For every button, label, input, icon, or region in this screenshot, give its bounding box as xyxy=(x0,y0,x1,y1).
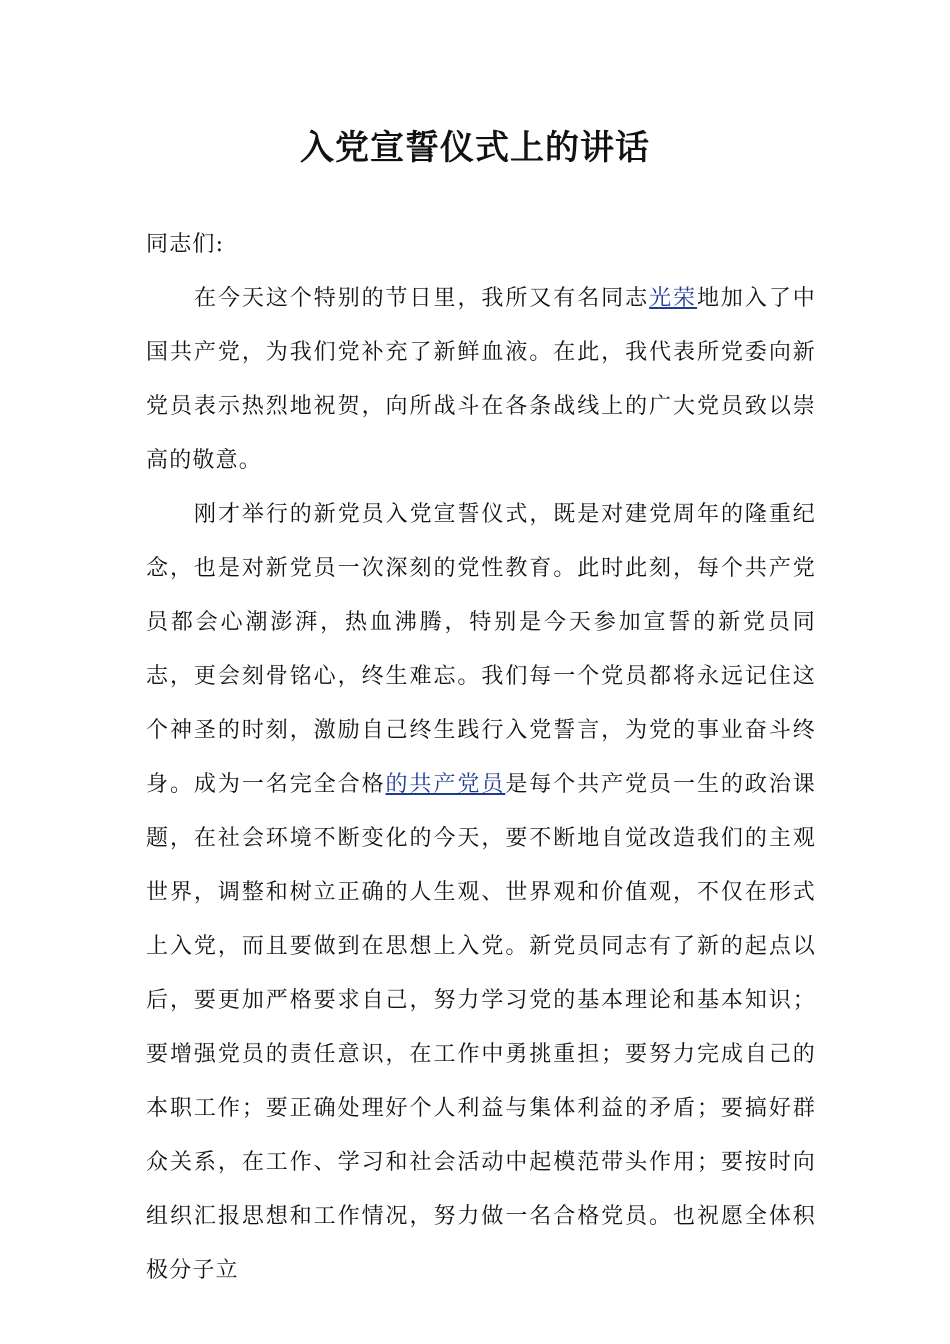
paragraph-2 xyxy=(146,488,816,1298)
paragraph-1-text-end: 地加入了中国共产党，为我们党补充了新鲜血液。在此，我代表所党委向新党员表示热烈地祝贺，向所战斗在各条战线上的广大党员致以崇高的敬意。 xyxy=(146,286,816,473)
salutation: 同志们: xyxy=(146,232,225,257)
paragraph-2-text-end: 是每个共产党员一生的政治课题，在社会环境不断变化的今天，要不断地自觉改造我们的主观世界，调整和树立正确的人生观、世界观和价值观，不仅在形式上入党，而且要做到在思想上入党。新党员同志有了新的起点以后，要更加严格要求自己，努力学习党的基本理论和基本知识；要增强党员的责任意识，在工作中勇挑重担；要努力完成自己的本职工作；要正确处理好个人利益与集体利益的矛盾；要搞好群众关系，在工作、学习和社会活动中起模范带头作用；要按时向组织汇报思想和工作情况，努力做一名合格党员。也祝愿全体积极分子立 xyxy=(146,772,816,1283)
document-body xyxy=(146,218,816,1298)
paragraph-2-link[interactable]: 的共产党员 xyxy=(385,772,506,797)
paragraph-1-link[interactable]: 光荣 xyxy=(649,286,697,311)
paragraph-1-text-start: 在今天这个特别的节日里，我所又有名同志 xyxy=(194,286,650,311)
document-title: 入党宣誓仪式上的讲话 xyxy=(300,128,650,168)
paragraph-1 xyxy=(146,272,816,488)
paragraph-2-text-start: 刚才举行的新党员入党宣誓仪式，既是对建党周年的隆重纪念，也是对新党员一次深刻的党性教育。此时此刻，每个共产党员都会心潮澎湃，热血沸腾，特别是今天参加宣誓的新党员同志，更会刻骨铭心，终生难忘。我们每一个党员都将永远记住这个神圣的时刻，激励自己终生践行入党誓言，为党的事业奋斗终身。成为一名完全合格 xyxy=(146,502,816,797)
